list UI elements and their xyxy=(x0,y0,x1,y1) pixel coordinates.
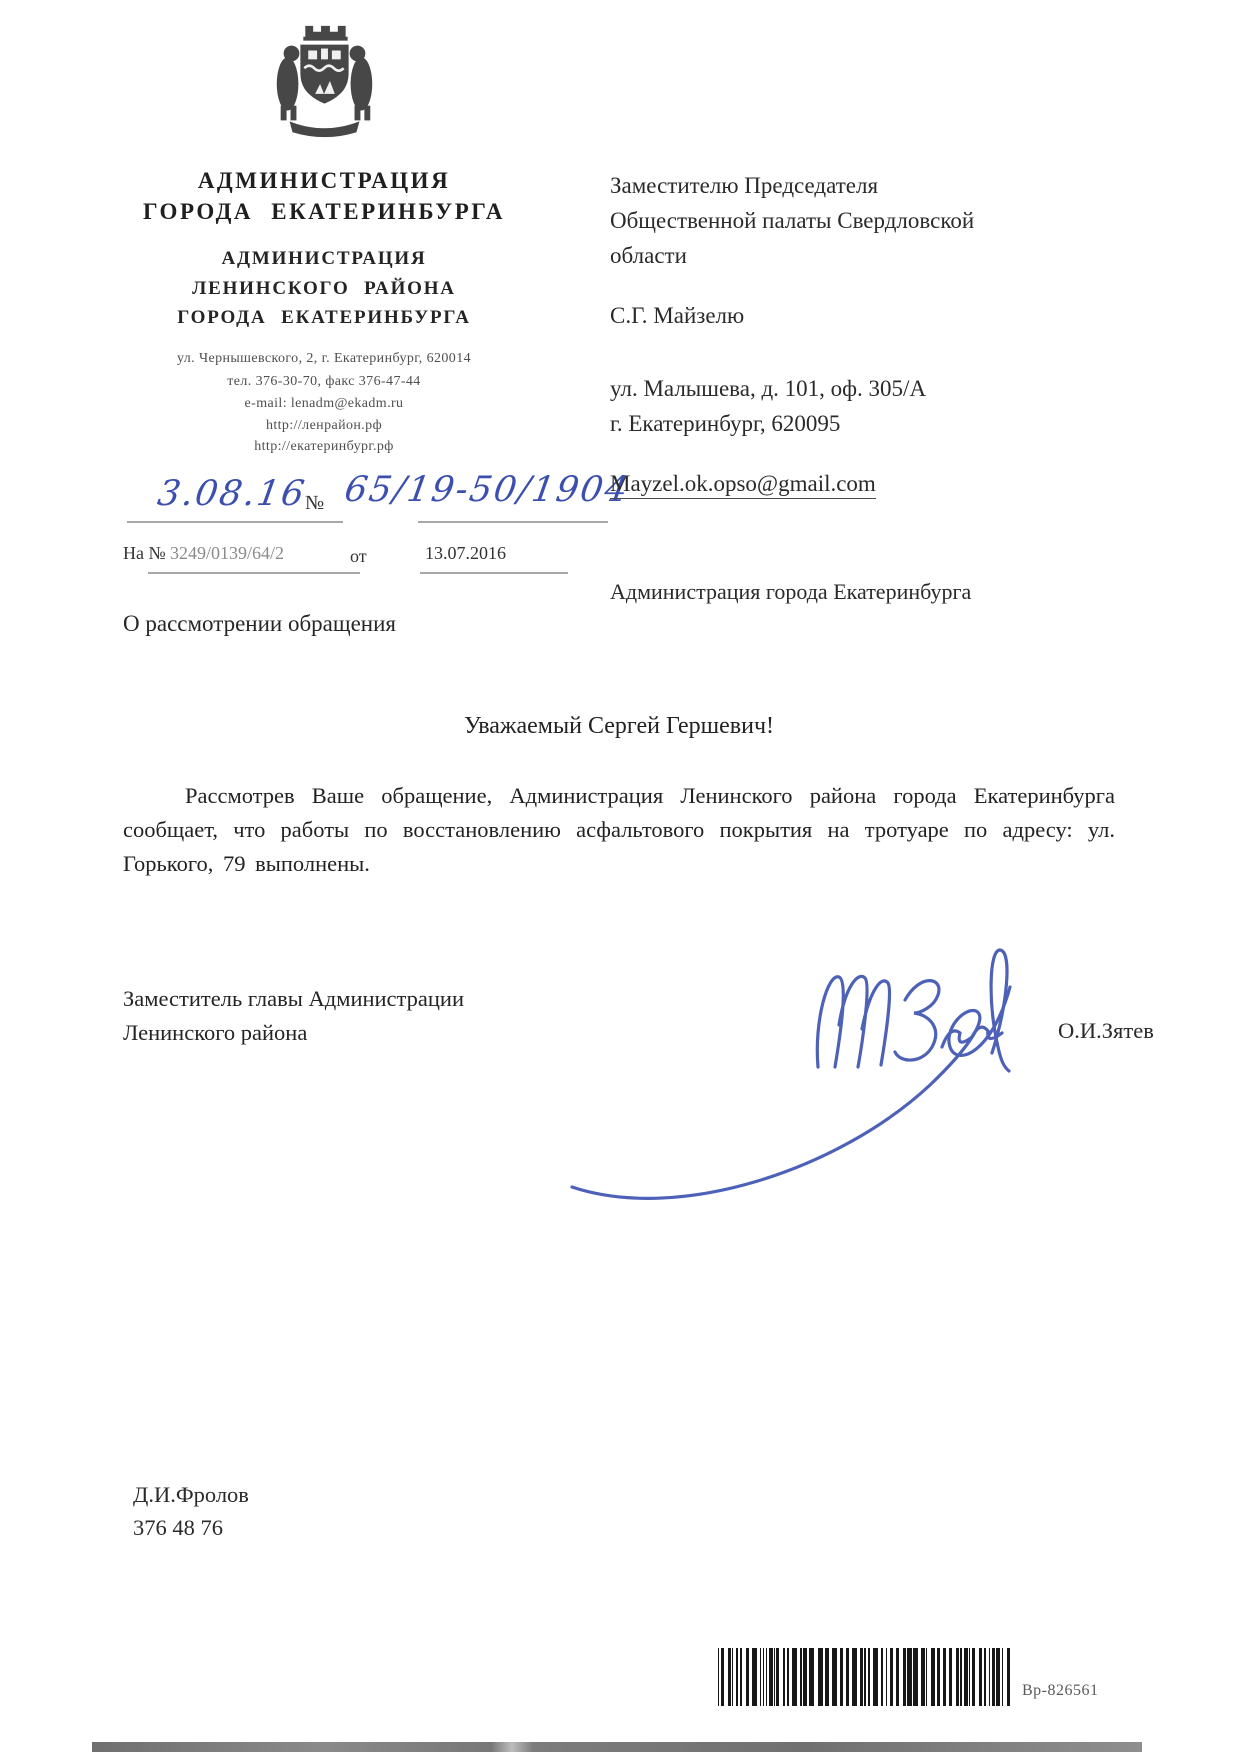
addressee-city: г. Екатеринбург, 620095 xyxy=(610,411,841,436)
signer-title-line2: Ленинского района xyxy=(123,1020,308,1045)
dept-name-line1: АДМИНИСТРАЦИЯ xyxy=(221,248,427,269)
reply-date: 13.07.2016 xyxy=(425,543,506,563)
handwritten-date: 3.08.16 xyxy=(154,474,309,514)
addressee-block xyxy=(610,168,1070,273)
coat-of-arms-emblem xyxy=(260,20,388,144)
scan-edge-bar xyxy=(92,1742,1142,1752)
handwritten-signature xyxy=(540,925,1040,1215)
date-underline xyxy=(127,521,343,523)
number-sign: № xyxy=(305,492,325,514)
letterhead-email: e-mail: lenadm@ekadm.ru xyxy=(244,396,404,411)
reply-ot: от xyxy=(350,546,367,566)
dept-name-line3: ГОРОДА ЕКАТЕРИНБУРГА xyxy=(177,307,471,328)
letterhead-phone: тел. 376-30-70, факс 376-47-44 xyxy=(227,374,421,389)
addressee-street: ул. Малышева, д. 101, оф. 305/А xyxy=(610,376,927,401)
org-name-line2: ГОРОДА ЕКАТЕРИНБУРГА xyxy=(143,199,505,224)
signer-name: О.И.Зятев xyxy=(1058,1018,1154,1043)
org-name-line1: АДМИНИСТРАЦИЯ xyxy=(197,168,451,193)
salutation: Уважаемый Сергей Гершевич! xyxy=(463,713,775,739)
addressee-copy: Администрация города Екатеринбурга xyxy=(610,579,972,604)
barcode-label: Вр-826561 xyxy=(1022,1682,1099,1699)
coat-of-arms xyxy=(260,20,388,144)
barcode xyxy=(718,1648,1010,1706)
reply-prefix: На № xyxy=(123,543,166,563)
addressee-line: Заместителю Председателя xyxy=(610,173,879,198)
reply-number: 3249/0139/64/2 xyxy=(170,543,285,563)
signer-title-line1: Заместитель главы Администрации xyxy=(123,986,465,1011)
handwritten-number: 65/19-50/1904 xyxy=(341,470,633,510)
letterhead-address: ул. Чернышевского, 2, г. Екатеринбург, 620014 xyxy=(176,351,472,366)
reply-number-underline xyxy=(148,572,360,574)
body-paragraph: Рассмотрев Ваше обращение, Администрация Ленинского района города Екатеринбурга сообщает, что работы по восстановлению асфальтового покрытия на тротуаре по адресу: ул. Горького, 79 выполнены. xyxy=(123,783,1115,876)
reply-date-underline xyxy=(420,572,568,574)
dept-name-line2: ЛЕНИНСКОГО РАЙОНА xyxy=(192,278,456,299)
addressee-line: Общественной палаты Свердловской xyxy=(610,208,975,233)
executor-name: Д.И.Фролов xyxy=(133,1482,249,1507)
letterhead-site-lenrayon: http://ленрайон.рф xyxy=(265,418,383,433)
addressee-line: области xyxy=(610,243,687,268)
addressee-email: Mayzel.ok.opso@gmail.com xyxy=(610,471,876,497)
subject-line: О рассмотрении обращения xyxy=(123,611,396,636)
executor-phone: 376 48 76 xyxy=(133,1515,223,1540)
letterhead-site-ekaterinburg: http://екатеринбург.рф xyxy=(254,439,394,454)
number-underline xyxy=(418,521,608,523)
addressee-name: С.Г. Майзелю xyxy=(610,303,745,328)
